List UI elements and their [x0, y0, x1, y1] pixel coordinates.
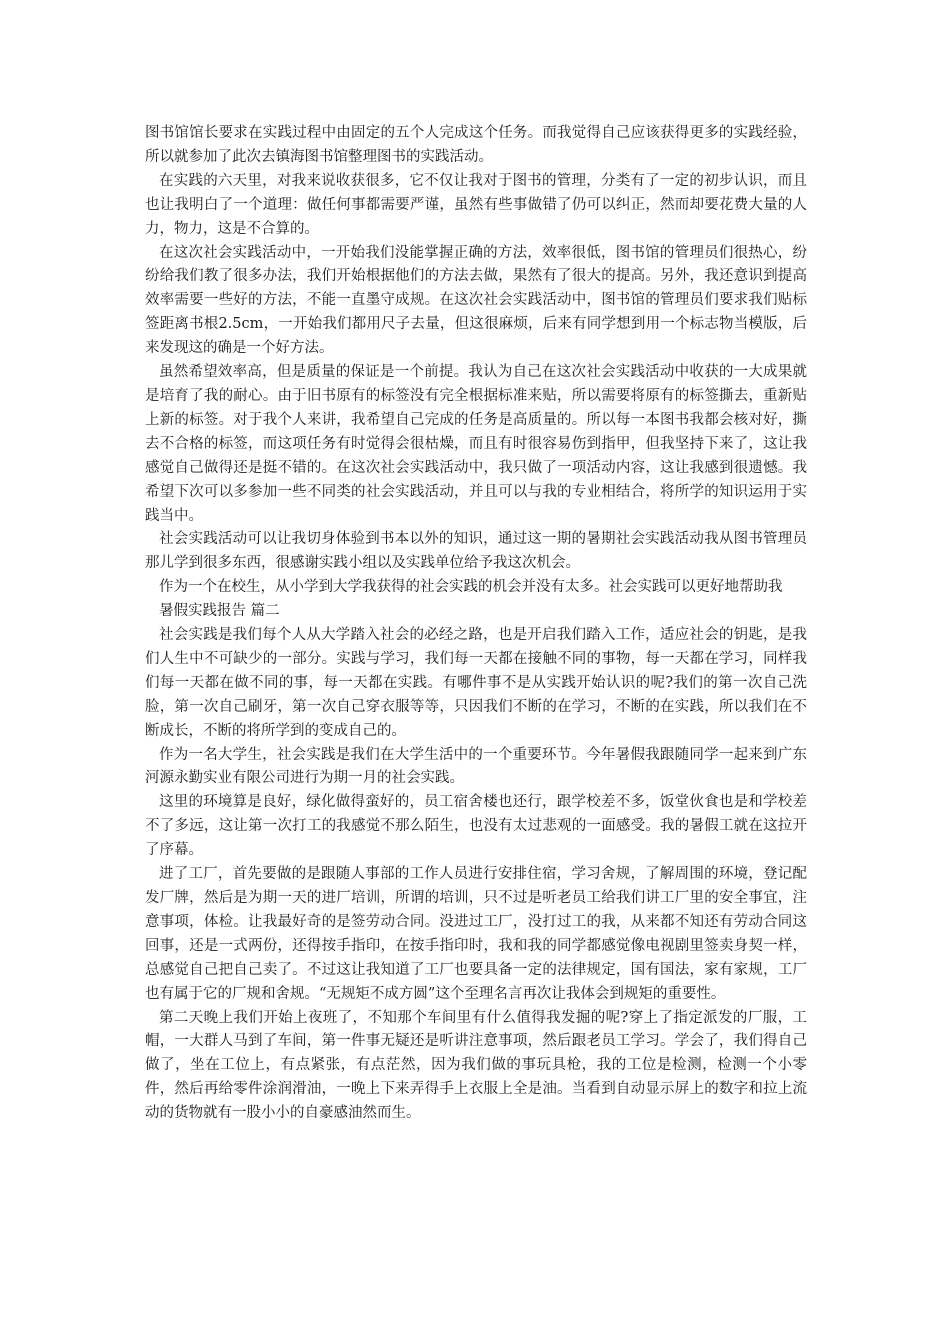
paragraph-practice-knowledge: 社会实践活动可以让我切身体验到书本以外的知识，通过这一期的暑期社会实践活动我从图书管理员那儿学到很多东西，很感谢实践小组以及实践单位给予我这次机会。: [145, 531, 807, 572]
paragraph-library-task: 图书馆馆长要求在实践过程中由固定的五个人完成这个任务。而我觉得自己应该获得更多的实践经验，所以就参加了此次去镇海图书馆整理图书的实践活动。: [145, 125, 807, 165]
paragraph-environment: 这里的环境算是良好，绿化做得蛮好的，员工宿舍楼也还行，跟学校差不多，饭堂伙食也是和学校差不了多远，这让第一次打工的我感觉不那么陌生，也没有太过悲观的一面感受。我的暑假工就在这拉开了序幕。: [145, 794, 807, 859]
document-body: [145, 122, 807, 1126]
paragraph-quality-patience: 虽然希望效率高，但是质量的保证是一个前提。我认为自己在这次社会实践活动中收获的一大成果就是培育了我的耐心。由于旧书原有的标签没有完全根据标准来贴，所以需要将原有的标签撕去，重新贴上新的标签。对于我个人来讲，我希望自己完成的任务是高质量的。所以每一本图书我都会核对好，撕去不合格的标签，而这项任务有时觉得会很枯燥，而且有时很容易伤到指甲，但我坚持下来了，这让我感觉自己做得还是挺不错的。在这次社会实践活动中，我只做了一项活动内容，这让我感到很遗憾。我希望下次可以多参加一些不同类的社会实践活动，并且可以与我的专业相结合，将所学的知识运用于实践当中。: [145, 364, 807, 524]
paragraph-social-practice-key: 社会实践是我们每个人从大学踏入社会的必经之路，也是开启我们踏入工作，适应社会的钥匙，是我们人生中不可缺少的一部分。实践与学习，我们每一天都在接触不同的事物，每一天都在学习，同样我们每一天都在做不同的事，每一天都在实践。有哪件事不是从实践开始认识的呢?我们的第一次自己洗脸，第一次自己刷牙，第一次自己穿衣服等等，只因我们不断的在学习，不断的在实践，所以我们在不断成长，不断的将所学到的变成自己的。: [145, 627, 807, 739]
paragraph-university-student: 作为一名大学生，社会实践是我们在大学生活中的一个重要环节。今年暑假我跟随同学一起来到广东河源永勤实业有限公司进行为期一月的社会实践。: [145, 746, 807, 787]
paragraph-student-opportunity: 作为一个在校生，从小学到大学我获得的社会实践的机会并没有太多。社会实践可以更好地帮助我: [159, 579, 783, 596]
paragraph-efficiency-methods: 在这次社会实践活动中，一开始我们没能掌握正确的方法，效率很低，图书馆的管理员们很热心，纷纷给我们教了很多办法，我们开始根据他们的方法去做，果然有了很大的提高。另外，我还意识到提高效率需要一些好的方法，不能一直墨守成规。在这次社会实践活动中，图书馆的管理员们要求我们贴标签距离书根2.5cm，一开始我们都用尺子去量，但这很麻烦，后来有同学想到用一个标志物当模版，后来发现这的确是一个好方法。: [145, 244, 807, 357]
paragraph-night-shift: 第二天晚上我们开始上夜班了，不知那个车间里有什么值得我发掘的呢?穿上了指定派发的厂服，工帽，一大群人马到了车间，第一件事无疑还是听讲注意事项，然后跟老员工学习。学会了，我们得自己做了，坐在工位上，有点紧张，有点茫然，因为我们做的事玩具枪，我的工位是检测，检测一个小零件，然后再给零件涂润滑油，一晚上下来弄得手上衣服上全是油。当看到自动显示屏上的数字和拉上流动的货物就有一股小小的自豪感油然而生。: [145, 1009, 807, 1122]
section-heading-part-two: 暑假实践报告 篇二: [159, 603, 280, 620]
paragraph-entering-factory: 进了工厂，首先要做的是跟随人事部的工作人员进行安排住宿，学习舍规，了解周围的环境，登记配发厂牌，然后是为期一天的进厂培训，所谓的培训，只不过是听老员工给我们讲工厂里的安全事宜，注意事项，体检。让我最好奇的是签劳动合同。没进过工厂，没打过工的我，从来都不知还有劳动合同这回事，还是一式两份，还得按手指印，在按手指印时，我和我的同学都感觉像电视剧里签卖身契一样，总感觉自己把自己卖了。不过这让我知道了工厂也要具备一定的法律规定，国有国法，家有家规，工厂也有属于它的厂规和舍规。“无规矩不成方圆”这个至理名言再次让我体会到规矩的重要性。: [145, 866, 807, 1002]
paragraph-six-days: 在实践的六天里，对我来说收获很多，它不仅让我对于图书的管理，分类有了一定的初步认识，而且也让我明白了一个道理：做任何事都需要严谨，虽然有些事做错了仍可以纠正，然而却要花费大量的人力，物力，这是不合算的。: [145, 172, 807, 237]
